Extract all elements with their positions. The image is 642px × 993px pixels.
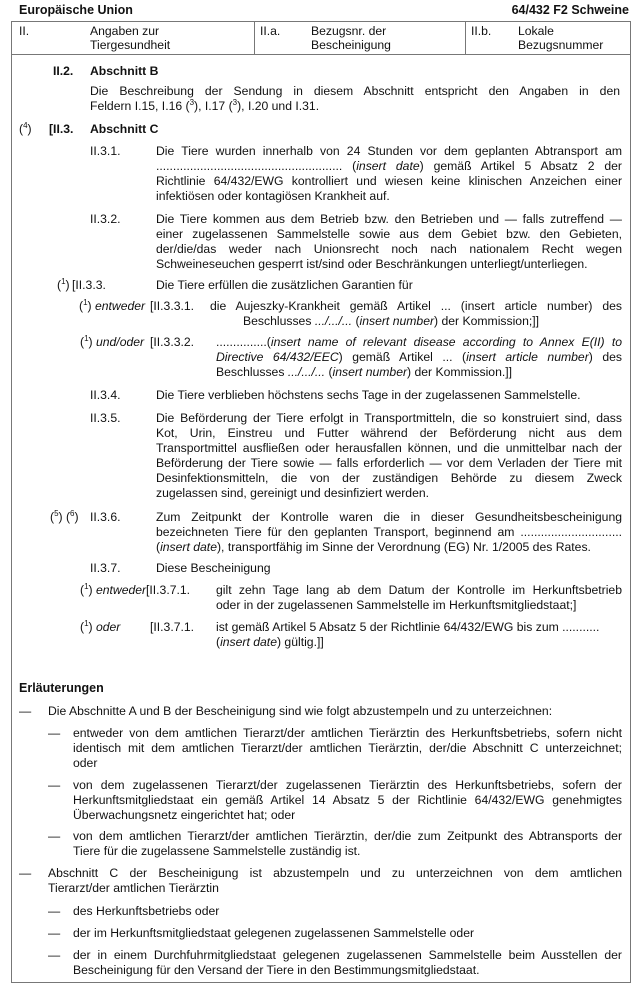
section-c-title: Abschnitt C [90, 122, 159, 136]
clause-number: [II.3.3.1. [150, 299, 195, 313]
note-subitem: von dem amtlichen Tierarzt/der amtlichen Tierärztin, der/die zum Zeitpunkt des Abtransports der Tiere für die zugelassene Sammelstelle zuständig ist. [73, 829, 622, 858]
note-subitem: des Herkunftsbetriebs oder [73, 904, 220, 918]
clause-text: ...............(insert name of relevant disease according to Annex E(II) to Directive 64/432/EEC) gemäß Artikel ... (insert article number) des Beschlusses .../.../... (insert number) der Kommission.]] [216, 335, 622, 379]
section-b-title: Abschnitt B [90, 64, 159, 78]
clause-text: gilt zehn Tage lang ab dem Datum der Kontrolle im Herkunftsbetrieb oder in der zugelassenen Sammelstelle im Herkunftsmitgliedstaat;] [216, 583, 622, 612]
text-line: Feldern I.15, I.16 ($^3$), I.17 ($^3$), I.20 und I.31. [90, 98, 320, 113]
alternative-label: oder [95, 620, 121, 634]
local-reference-code: II.b. [471, 24, 492, 38]
divider [465, 21, 466, 55]
clause-number: II.3.4. [90, 388, 121, 402]
footnote-ref: ($^1$) entweder [79, 298, 146, 313]
note-text: Die Abschnitte A und B der Bescheinigung sind wie folgt abzustempeln und zu unterzeichnen: [48, 704, 553, 718]
alternative-label: entweder [94, 299, 146, 313]
divider [254, 21, 255, 55]
clause-number: II.3.5. [90, 411, 121, 425]
dash-bullet: — [48, 948, 61, 962]
notes-title: Erläuterungen [19, 681, 104, 695]
section-label [90, 24, 170, 52]
clause-number: [II.3.7.1. [150, 620, 195, 634]
footnote-ref: ($^1$) [57, 277, 70, 292]
clause-text: die Aujeszky-Krankheit gemäß Artikel ... (insert article number) des Beschlusses .../.../... (insert number) der Kommission;]] [210, 299, 622, 328]
clause-number: [II.3.7.1. [146, 583, 191, 597]
clause-text: ist gemäß Artikel 5 Absatz 5 der Richtlinie 64/432/EWG bis zum ........... (insert date) gültig.]] [216, 620, 600, 649]
section-label-line: Angaben zur [90, 24, 160, 38]
dash-bullet: — [48, 829, 61, 843]
reference-number-label-line: Bescheinigung [311, 38, 391, 52]
section-b-number: II.2. [53, 64, 74, 78]
clause-number: [II.3.3. [72, 278, 106, 292]
dash-bullet: — [48, 904, 61, 918]
note-subitem: entweder von dem amtlichen Tierarzt/der amtlichen Tierärztin des Herkunftsbetriebs, sofern nicht identisch mit dem amtlichen Tierarzt/der amtlichen Tierärztin, der/die Abschnitt C unterzeichnet; oder [73, 726, 622, 770]
clause-text: Diese Bescheinigung [156, 561, 271, 575]
dash-bullet: — [19, 866, 32, 880]
local-reference-label-line: Bezugsnummer [518, 38, 604, 52]
section-label-line: Tiergesundheit [90, 38, 171, 52]
alternative-label: entweder [95, 583, 147, 597]
header-form-code: 64/432 F2 Schweine [511, 3, 629, 17]
reference-number-label [311, 24, 391, 52]
clause-text: Die Tiere erfüllen die zusätzlichen Garantien für [156, 278, 413, 292]
section-number: II. [19, 24, 30, 38]
clause-number: II.3.7. [90, 561, 121, 575]
section-c-number: [II.3. [49, 122, 74, 136]
footnote-ref: ($^1$) oder [80, 619, 121, 634]
text-line: Die Beschreibung der Sendung in diesem Abschnitt entspricht den Angaben in den [90, 84, 620, 98]
dash-bullet: — [19, 704, 32, 718]
clause-text: Die Beförderung der Tiere erfolgt in Transportmitteln, die so konstruiert sind, dass Kot, Urin, Einstreu und Futter während der Beförderung nicht aus dem Transportmittel ausfließen oder herausfallen können, und die unmittelbar nach der Beförderung der Tiere sowie — falls erforderlich — vor dem Verladen der Tiere mit Desinfektionsmitteln, die von der zuständigen Behörde zu diesem Zweck zugelassen sind, gereinigt und desinfiziert werden. [156, 411, 622, 500]
dash-bullet: — [48, 726, 61, 740]
clause-number: II.3.1. [90, 144, 121, 158]
clause-text: Zum Zeitpunkt der Kontrolle waren die in dieser Gesundheitsbescheinigung bezeichneten Tiere für den geplanten Transport, beginnend am .............................. (insert date), transportfähig im Sinne der Verordnung (EG) Nr. 1/2005 des Rates. [156, 510, 622, 554]
footnote-ref: ($^1$) entweder [80, 582, 147, 597]
note-subitem: der in einem Durchfuhrmitgliedstaat gelegenen zugelassenen Sammelstelle beim Ausstellen der Bescheinigung für den Versand der Tiere in den Bestimmungsmitgliedstaat. [73, 948, 622, 977]
footnote-ref: ($^1$) und/oder [80, 334, 145, 349]
header-union: Europäische Union [19, 3, 133, 17]
clause-number: II.3.6. [90, 510, 121, 524]
footnote-refs: ($^5$) ($^6$) [50, 509, 79, 524]
clause-text: Die Tiere wurden innerhalb von 24 Stunden vor dem geplanten Abtransport am ....................................................... (insert date) gemäß Artikel 5 Absatz 2 der Richtlinie 64/432/EWG kontrolliert und wiesen keine klinischen Anzeichen einer infektiösen oder kontagiösen Krankheit auf. [156, 144, 622, 203]
note-subitem: von dem zugelassenen Tierarzt/der zugelassenen Tierärztin des Herkunftsbetriebs, sofern der Herkunftsmitgliedstaat ein gemäß Artikel 14 Absatz 5 der Richtlinie 64/432/EWG genehmigtes Überwachungsnetz eingerichtet hat; oder [73, 778, 622, 822]
reference-number-code: II.a. [260, 24, 281, 38]
clause-number: II.3.2. [90, 212, 121, 226]
dash-bullet: — [48, 926, 61, 940]
clause-number: [II.3.3.2. [150, 335, 195, 349]
note-text: Abschnitt C der Bescheinigung ist abzustempeln und zu unterzeichnen von dem amtlichen Tierarzt/der amtlichen Tierärztin [48, 866, 622, 895]
alternative-label: und/oder [95, 335, 145, 349]
footnote-ref: 3 [189, 98, 195, 107]
reference-number-label-line: Bezugsnr. der [311, 24, 387, 38]
footnote-ref: ($^4$) [19, 121, 32, 136]
footnote-ref: 3 [232, 98, 238, 107]
clause-text: Die Tiere verblieben höchstens sechs Tage in der zugelassenen Sammelstelle. [156, 388, 581, 402]
local-reference-label [518, 24, 603, 52]
dash-bullet: — [48, 778, 61, 792]
local-reference-label-line: Lokale [518, 24, 554, 38]
note-subitem: der im Herkunftsmitgliedstaat gelegenen zugelassenen Sammelstelle oder [73, 926, 475, 940]
section-b-text [90, 84, 620, 114]
clause-text: Die Tiere kommen aus dem Betrieb bzw. den Betrieben und — falls zutreffend — einer zugelassenen Sammelstelle sowie aus dem Gebiet bzw. den Gebieten, der/die/das weder nach Unionsrecht noch nach nationalem Recht wegen Schweineseuchen gesperrt ist/sind oder Beschränkungen unterliegt/unterliegen. [156, 212, 622, 271]
